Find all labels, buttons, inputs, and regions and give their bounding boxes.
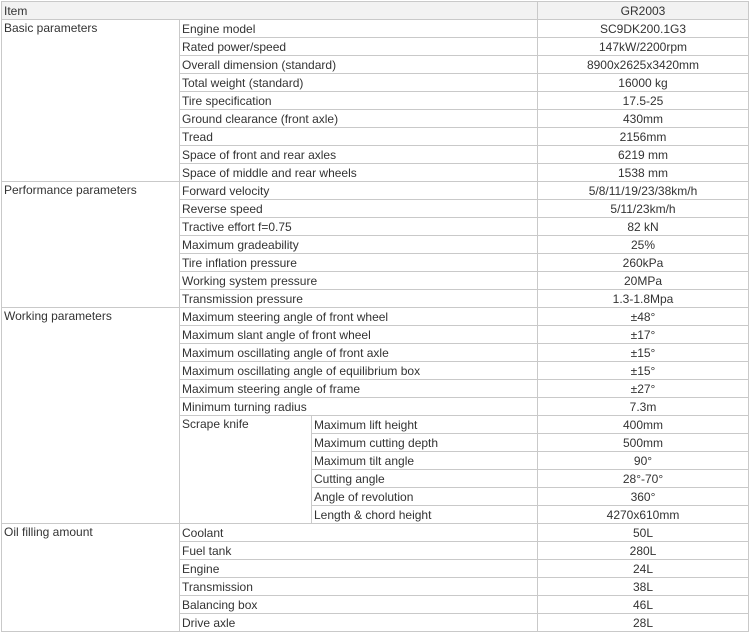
- param-label: Engine model: [180, 20, 538, 38]
- param-value: 4270x610mm: [538, 506, 749, 524]
- param-label: Overall dimension (standard): [180, 56, 538, 74]
- param-label: Maximum steering angle of frame: [180, 380, 538, 398]
- param-value: 1.3-1.8Mpa: [538, 290, 749, 308]
- param-label: Balancing box: [180, 596, 538, 614]
- spec-table: [1, 1, 749, 632]
- group-label-working: Working parameters: [2, 308, 180, 524]
- param-value: 8900x2625x3420mm: [538, 56, 749, 74]
- param-value: 147kW/2200rpm: [538, 38, 749, 56]
- param-value: 28L: [538, 614, 749, 632]
- param-value: 38L: [538, 578, 749, 596]
- param-label: Tractive effort f=0.75: [180, 218, 538, 236]
- param-value: 400mm: [538, 416, 749, 434]
- table-row: [2, 182, 749, 200]
- param-value: 430mm: [538, 110, 749, 128]
- param-label: Total weight (standard): [180, 74, 538, 92]
- param-value: 90°: [538, 452, 749, 470]
- param-value: 25%: [538, 236, 749, 254]
- param-label: Tire specification: [180, 92, 538, 110]
- table-row: [2, 20, 749, 38]
- param-value: 7.3m: [538, 398, 749, 416]
- header-item: Item: [2, 2, 538, 20]
- param-value: 280L: [538, 542, 749, 560]
- param-label: Maximum oscillating angle of front axle: [180, 344, 538, 362]
- param-value: 360°: [538, 488, 749, 506]
- param-value: 24L: [538, 560, 749, 578]
- param-value: 17.5-25: [538, 92, 749, 110]
- param-value: 46L: [538, 596, 749, 614]
- param-label: Transmission pressure: [180, 290, 538, 308]
- param-label: Reverse speed: [180, 200, 538, 218]
- param-label: Cutting angle: [312, 470, 538, 488]
- table-row: [2, 308, 749, 326]
- param-label: Forward velocity: [180, 182, 538, 200]
- param-label: Ground clearance (front axle): [180, 110, 538, 128]
- header-model: GR2003: [538, 2, 749, 20]
- param-value: ±15°: [538, 362, 749, 380]
- param-label: Length & chord height: [312, 506, 538, 524]
- param-label: Fuel tank: [180, 542, 538, 560]
- param-value: 82 kN: [538, 218, 749, 236]
- param-label: Drive axle: [180, 614, 538, 632]
- param-label: Maximum oscillating angle of equilibrium box: [180, 362, 538, 380]
- param-label: Maximum tilt angle: [312, 452, 538, 470]
- subgroup-label-scrape-knife: Scrape knife: [180, 416, 312, 524]
- header-row: [2, 2, 749, 20]
- param-label: Coolant: [180, 524, 538, 542]
- param-label: Minimum turning radius: [180, 398, 538, 416]
- param-value: 5/11/23km/h: [538, 200, 749, 218]
- param-label: Maximum lift height: [312, 416, 538, 434]
- param-value: 1538 mm: [538, 164, 749, 182]
- table-row: [2, 524, 749, 542]
- param-label: Tire inflation pressure: [180, 254, 538, 272]
- param-label: Transmission: [180, 578, 538, 596]
- param-label: Space of front and rear axles: [180, 146, 538, 164]
- param-value: ±48°: [538, 308, 749, 326]
- param-label: Maximum slant angle of front wheel: [180, 326, 538, 344]
- param-value: ±15°: [538, 344, 749, 362]
- param-value: ±17°: [538, 326, 749, 344]
- param-label: Working system pressure: [180, 272, 538, 290]
- param-label: Tread: [180, 128, 538, 146]
- group-label-performance: Performance parameters: [2, 182, 180, 308]
- param-label: Rated power/speed: [180, 38, 538, 56]
- param-value: ±27°: [538, 380, 749, 398]
- param-value: 500mm: [538, 434, 749, 452]
- param-label: Maximum steering angle of front wheel: [180, 308, 538, 326]
- param-value: SC9DK200.1G3: [538, 20, 749, 38]
- param-value: 260kPa: [538, 254, 749, 272]
- group-label-oil: Oil filling amount: [2, 524, 180, 632]
- param-value: 20MPa: [538, 272, 749, 290]
- param-value: 5/8/11/19/23/38km/h: [538, 182, 749, 200]
- param-label: Maximum gradeability: [180, 236, 538, 254]
- param-label: Maximum cutting depth: [312, 434, 538, 452]
- group-label-basic: Basic parameters: [2, 20, 180, 182]
- param-value: 28°-70°: [538, 470, 749, 488]
- param-value: 16000 kg: [538, 74, 749, 92]
- param-label: Space of middle and rear wheels: [180, 164, 538, 182]
- param-label: Angle of revolution: [312, 488, 538, 506]
- param-value: 50L: [538, 524, 749, 542]
- param-value: 6219 mm: [538, 146, 749, 164]
- param-label: Engine: [180, 560, 538, 578]
- param-value: 2156mm: [538, 128, 749, 146]
